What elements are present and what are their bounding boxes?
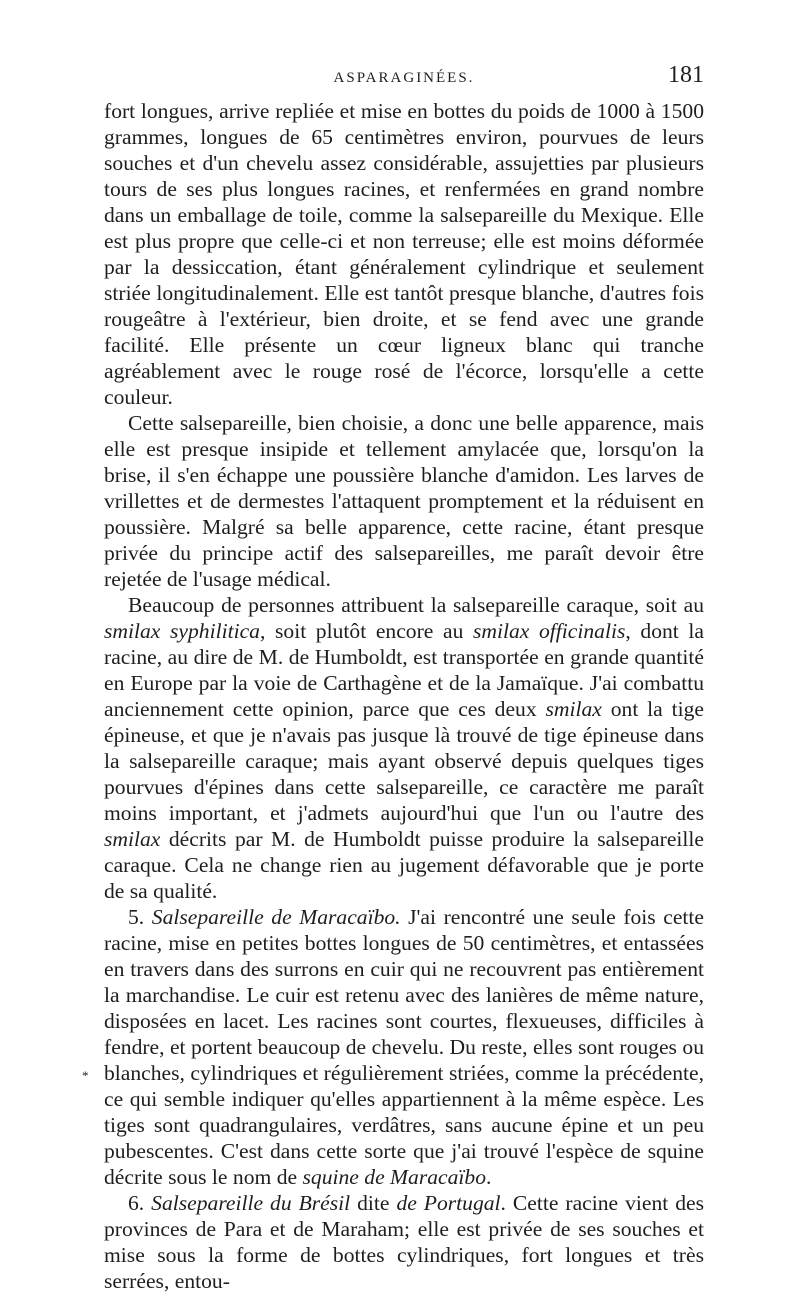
- text-run: décrits par M. de Humboldt puisse produire la salsepareille caraque. Cela ne change rien au jugement défavorable que je porte de sa qualité.: [104, 827, 704, 903]
- italic-run: smilax syphilitica: [104, 619, 260, 643]
- text-run: dite: [350, 1191, 397, 1215]
- italic-run: smilax: [545, 697, 602, 721]
- running-title: ASPARAGINÉES.: [333, 70, 475, 86]
- text-run: 6.: [128, 1191, 152, 1215]
- text-run: ont la tige épineuse, et que je n'avais pas jusque là trouvé de tige épineuse dans la salsepareille caraque; mais ayant observé depuis quelques tiges pourvues d'épines dans cette salsepareille, ce caractère me paraît moins important, et j'admets aujourd'hui que l'un ou l'autre des: [104, 697, 704, 825]
- text-run: , soit plutôt encore au: [259, 619, 473, 643]
- paragraph-1: [104, 98, 704, 410]
- page-number: 181: [668, 62, 704, 88]
- italic-run: smilax: [104, 827, 161, 851]
- paragraph-5-bresil: [104, 1190, 704, 1294]
- italic-run: squine de Maracaïbo: [302, 1165, 487, 1189]
- margin-mark: *: [82, 1068, 89, 1083]
- italic-run: de Portugal: [396, 1191, 501, 1215]
- text-run: J'ai rencontré une seule fois cette racine, mise en petites bottes longues de 50 centimètres, et entassées en travers dans des surrons en cuir qui ne recouvrent pas entièrement la marchandise. Le cuir est retenu avec des lanières de même nature, disposées en lacet. Les racines sont courtes, flexueuses, difficiles à fendre, et portent beaucoup de chevelu. Du reste, elles sont rouges ou blanches, cylindriques et régulièrement striées, comme la précédente, ce qui semble indiquer qu'elles appartiennent à la même espèce. Les tiges sont quadrangulaires, verdâtres, sans aucune épine et un peu pubescentes. C'est dans cette sorte que j'ai trouvé l'espèce de squine décrite sous le nom de: [104, 905, 705, 1189]
- text-run: .: [486, 1165, 492, 1189]
- text-run: Cette salsepareille, bien choisie, a donc une belle apparence, mais elle est presque insipide et tellement amylacée que, lorsqu'on la brise, il s'en échappe une poussière blanche d'amidon. Les larves de vrillettes et de dermestes l'attaquent promptement et la réduisent en poussière. Malgré sa belle apparence, cette racine, étant presque privée du principe actif des salsepareilles, me paraît devoir être rejetée de l'usage médical.: [104, 411, 704, 591]
- text-run: . Cette racine vient des provinces de Para et de Maraham; elle est privée de ses souches et mise sous la forme de bottes cylindriques, fort longues et très serrées, entou-: [104, 1191, 704, 1293]
- paragraph-3: [104, 592, 704, 904]
- paragraph-4-maracaibo: [104, 904, 704, 1190]
- text-run: , dont la racine, au dire de M. de Humboldt, est transportée en grande quantité en Europe par la voie de Carthagène et de la Jamaïque. J'ai combattu anciennement cette opinion, parce que ces deux: [104, 619, 705, 721]
- italic-run: Salsepareille de Maracaïbo.: [151, 905, 401, 929]
- page-header: [104, 62, 704, 92]
- text-run: Beaucoup de personnes attribuent la salsepareille caraque, soit au: [128, 593, 704, 617]
- paragraph-2: [104, 410, 704, 592]
- body-text: [104, 98, 704, 1294]
- text-run: fort longues, arrive repliée et mise en bottes du poids de 1000 à 1500 grammes, longues de 65 centimètres environ, pourvues de leurs souches et d'un chevelu assez considérable, assujetties par plusieurs tours de ses plus longues racines, et renfermées en grand nombre dans un emballage de toile, comme la salsepareille du Mexique. Elle est plus propre que celle-ci et non terreuse; elle est moins déformée par la dessiccation, étant généralement cylindrique et seulement striée longitudinalement. Elle est tantôt presque blanche, d'autres fois rougeâtre à l'extérieur, bien droite, et se fend avec une grande facilité. Elle présente un cœur ligneux blanc qui tranche agréablement avec le rouge rosé de l'écorce, lorsqu'elle a cette couleur.: [104, 99, 704, 409]
- italic-run: smilax officinalis: [473, 619, 626, 643]
- text-run: 5.: [128, 905, 152, 929]
- italic-run: Salsepareille du Brésil: [151, 1191, 351, 1215]
